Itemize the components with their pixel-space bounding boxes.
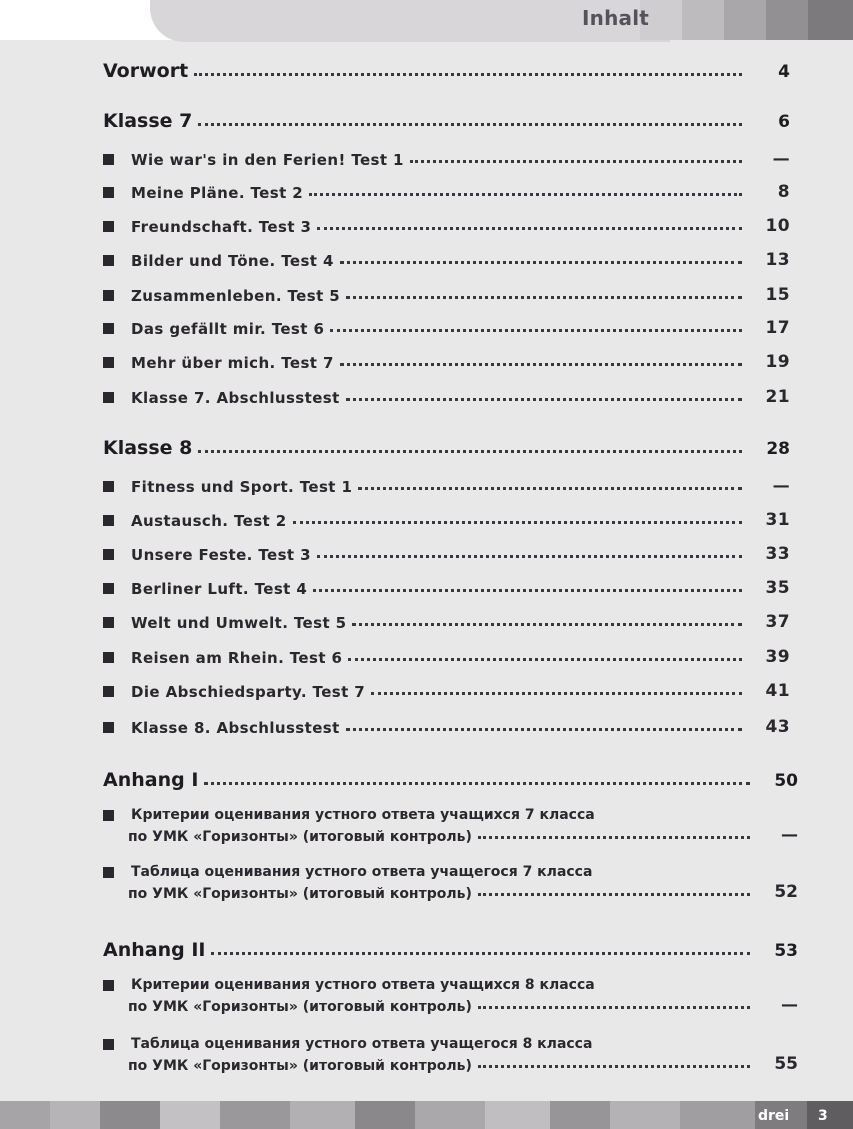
dot-leader — [194, 73, 742, 76]
toc-item-label: Meine Pläne. Test 2 — [131, 184, 304, 202]
square-bullet-icon — [103, 154, 114, 165]
toc-entry-vorwort — [103, 60, 790, 82]
toc-item-label: Die Abschiedsparty. Test 7 — [131, 683, 366, 701]
dot-leader — [346, 728, 742, 731]
toc-section-label: Anhang II — [103, 939, 206, 961]
toc-item — [103, 510, 790, 530]
toc-item-label: Das gefällt mir. Test 6 — [131, 320, 325, 338]
footer-page-number: 3 — [818, 1108, 828, 1124]
toc-page-number: 10 — [765, 216, 790, 236]
toc-item-line1: Таблица оценивания устного ответа учащегося 8 класса — [131, 1036, 593, 1052]
toc-page-number: 43 — [765, 717, 790, 737]
dot-leader — [317, 227, 742, 230]
dot-leader — [309, 193, 742, 196]
toc-section-label: Klasse 7 — [103, 110, 193, 132]
toc-page-number: 33 — [765, 544, 790, 564]
square-bullet-icon — [103, 810, 114, 821]
toc-section-label: Anhang I — [103, 769, 199, 791]
toc-section-label: Klasse 8 — [103, 437, 193, 459]
toc-item — [103, 717, 790, 737]
dot-leader — [352, 623, 742, 626]
dot-leader — [293, 521, 742, 524]
toc-item-label: Berliner Luft. Test 4 — [131, 580, 308, 598]
page-title: Inhalt — [582, 6, 650, 30]
toc-page-number: 37 — [765, 612, 790, 632]
toc-item — [103, 285, 790, 305]
toc-page-number: 41 — [765, 681, 790, 701]
square-bullet-icon — [103, 686, 114, 697]
dot-leader — [330, 329, 742, 332]
toc-item — [103, 977, 798, 1015]
toc-page-number: 35 — [765, 578, 790, 598]
toc-item — [103, 149, 790, 169]
toc-section-anhang-2 — [103, 939, 798, 961]
toc-item — [103, 1036, 798, 1074]
toc-item-line1: Критерии оценивания устного ответа учащихся 7 класса — [131, 807, 595, 823]
dot-leader — [478, 893, 750, 896]
dot-leader — [478, 836, 750, 839]
square-bullet-icon — [103, 481, 114, 492]
toc-item-line2: по УМК «Горизонты» (итоговый контроль) — [128, 886, 472, 902]
toc-item-label: Mehr über mich. Test 7 — [131, 354, 334, 372]
dot-leader — [358, 487, 742, 490]
square-bullet-icon — [103, 652, 114, 663]
dot-leader — [317, 555, 742, 558]
square-bullet-icon — [103, 221, 114, 232]
toc-item — [103, 681, 790, 701]
dot-leader — [340, 261, 742, 264]
square-bullet-icon — [103, 722, 114, 733]
toc-page-number: 19 — [765, 352, 790, 372]
toc-page-number: 4 — [778, 62, 790, 82]
toc-item-label: Freundschaft. Test 3 — [131, 218, 312, 236]
toc-page-number: 55 — [774, 1054, 798, 1074]
toc-page-number: — — [781, 825, 798, 845]
square-bullet-icon — [103, 255, 114, 266]
square-bullet-icon — [103, 583, 114, 594]
square-bullet-icon — [103, 549, 114, 560]
toc-page-number: 39 — [765, 647, 790, 667]
square-bullet-icon — [103, 323, 114, 334]
toc-page-number: 13 — [765, 250, 790, 270]
dot-leader — [478, 1065, 750, 1068]
toc-item — [103, 216, 790, 236]
toc-section-klasse7 — [103, 110, 790, 132]
toc-page-number: — — [772, 476, 790, 496]
square-bullet-icon — [103, 980, 114, 991]
toc-item-label: Zusammenleben. Test 5 — [131, 287, 341, 305]
toc-page-number: 21 — [765, 387, 790, 407]
toc-item-label: Klasse 8. Abschlusstest — [131, 719, 340, 737]
toc-item — [103, 476, 790, 496]
toc-item — [103, 318, 790, 338]
toc-page-number: — — [781, 995, 798, 1015]
toc-section-anhang-1 — [103, 769, 798, 791]
dot-leader — [313, 589, 742, 592]
toc-page-number: 31 — [765, 510, 790, 530]
toc-item-line2: по УМК «Горизонты» (итоговый контроль) — [128, 829, 472, 845]
toc-item-line2: по УМК «Горизонты» (итоговый контроль) — [128, 1058, 472, 1074]
toc-section-label: Vorwort — [103, 60, 189, 82]
toc-item — [103, 807, 798, 845]
toc-item-label: Klasse 7. Abschlusstest — [131, 389, 340, 407]
toc-page-number: 17 — [765, 318, 790, 338]
toc-page-number: 50 — [774, 771, 798, 791]
dot-leader — [211, 952, 750, 955]
dot-leader — [346, 398, 742, 401]
toc-item — [103, 612, 790, 632]
toc-item-line2: по УМК «Горизонты» (итоговый контроль) — [128, 999, 472, 1015]
toc-item-label: Unsere Feste. Test 3 — [131, 546, 311, 564]
dot-leader — [340, 363, 742, 366]
square-bullet-icon — [103, 617, 114, 628]
toc-section-klasse8 — [103, 437, 790, 459]
dot-leader — [410, 160, 742, 163]
toc-item — [103, 387, 790, 407]
dot-leader — [198, 450, 742, 453]
square-bullet-icon — [103, 1039, 114, 1050]
toc-item-line1: Таблица оценивания устного ответа учащегося 7 класса — [131, 864, 593, 880]
toc-item-label: Wie war's in den Ferien! Test 1 — [131, 151, 404, 169]
toc-item-label: Welt und Umwelt. Test 5 — [131, 614, 347, 632]
toc-item — [103, 864, 798, 902]
dot-leader — [346, 296, 742, 299]
toc-item — [103, 352, 790, 372]
square-bullet-icon — [103, 392, 114, 403]
toc-page-number: 15 — [765, 285, 790, 305]
footer-bar — [0, 1101, 853, 1129]
dot-leader — [371, 692, 742, 695]
toc-item-label: Austausch. Test 2 — [131, 512, 287, 530]
square-bullet-icon — [103, 357, 114, 368]
dot-leader — [348, 658, 742, 661]
toc-page-number: 8 — [777, 182, 790, 202]
toc-item — [103, 578, 790, 598]
toc-page-number: — — [772, 149, 790, 169]
toc-item — [103, 647, 790, 667]
toc-item-label: Bilder und Töne. Test 4 — [131, 252, 334, 270]
square-bullet-icon — [103, 290, 114, 301]
square-bullet-icon — [103, 867, 114, 878]
toc-item — [103, 544, 790, 564]
square-bullet-icon — [103, 187, 114, 198]
toc-item — [103, 250, 790, 270]
dot-leader — [478, 1006, 750, 1009]
toc-item-label: Fitness und Sport. Test 1 — [131, 478, 353, 496]
dot-leader — [204, 782, 750, 785]
toc-item-line1: Критерии оценивания устного ответа учащихся 8 класса — [131, 977, 595, 993]
square-bullet-icon — [103, 515, 114, 526]
toc-page-number: 28 — [766, 439, 790, 459]
toc-page-number: 6 — [778, 112, 790, 132]
toc-item — [103, 182, 790, 202]
toc-page-number: 52 — [774, 882, 798, 902]
footer-page-word: drei — [758, 1108, 790, 1124]
header-decoration — [640, 0, 853, 40]
toc-item-label: Reisen am Rhein. Test 6 — [131, 649, 343, 667]
dot-leader — [198, 123, 742, 126]
toc-page-number: 53 — [774, 941, 798, 961]
